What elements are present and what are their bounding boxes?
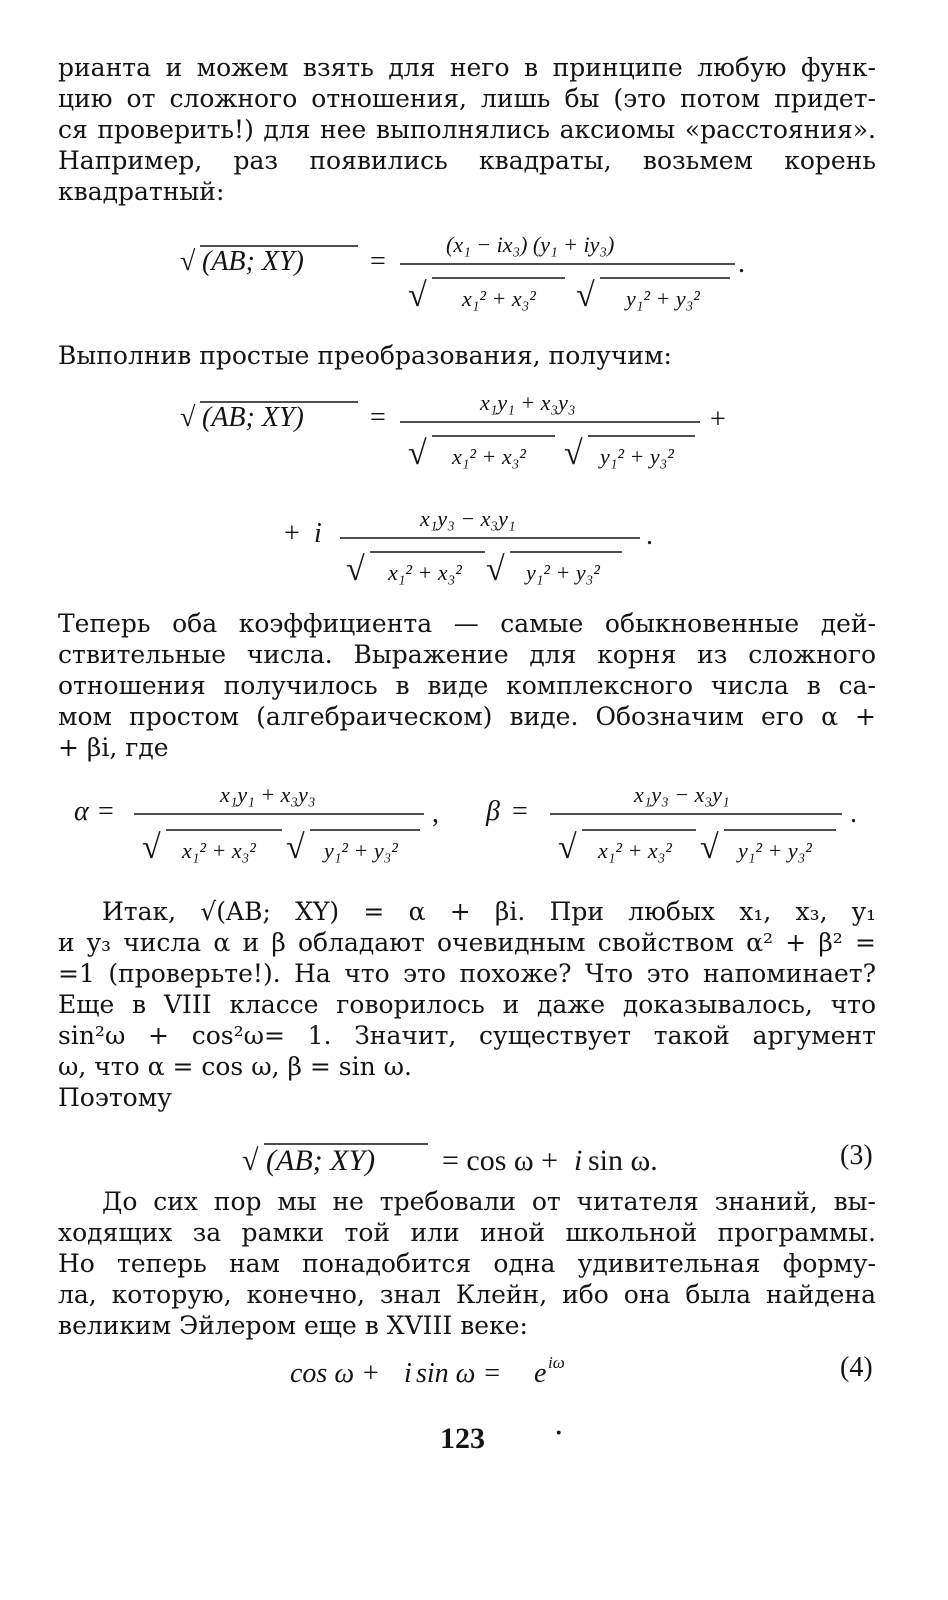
svg-text:,: , — [432, 798, 439, 829]
equation-2-line-1 — [170, 384, 770, 484]
paragraph-5 — [58, 1186, 876, 1341]
equation-2-line-2 — [280, 498, 680, 598]
paragraph-3 — [58, 608, 876, 763]
svg-text:=: = — [98, 796, 114, 827]
svg-text:=: = — [512, 796, 528, 827]
svg-text:x₁y₁ + x₃y₃: x₁y₁ + x₃y₃ — [220, 782, 316, 807]
text-line: ствительные числа. Выражение для корня из сложного — [58, 640, 876, 669]
paragraph-2 — [58, 340, 876, 371]
svg-text:√: √ — [408, 435, 427, 472]
svg-text:√: √ — [142, 829, 161, 866]
svg-text:α: α — [74, 796, 89, 827]
svg-text:√: √ — [700, 829, 719, 866]
svg-text:√: √ — [242, 1144, 259, 1177]
text-line: До сих пор мы не требовали от читателя знаний, вы- — [102, 1187, 876, 1216]
svg-text:i: i — [314, 518, 322, 549]
text-line: квадратный: — [58, 177, 225, 206]
equation-3-number: (3) — [840, 1140, 873, 1171]
svg-text:= cos ω +: = cos ω + — [442, 1144, 559, 1177]
text-line: ходящих за рамки той или иной школьной программы. — [58, 1218, 876, 1247]
svg-text:√: √ — [558, 829, 577, 866]
svg-text:√: √ — [286, 829, 305, 866]
svg-text:y₁² + y₃²: y₁² + y₃² — [626, 286, 700, 311]
svg-text:(AB; XY): (AB; XY) — [202, 246, 304, 277]
text-line: цию от сложного отношения, лишь бы (это потом придет- — [58, 84, 876, 113]
svg-text:x₁y₃ − x₃y₁: x₁y₃ − x₃y₁ — [634, 782, 730, 807]
text-line: Поэтому — [58, 1083, 172, 1112]
svg-text:x₁² + x₃²: x₁² + x₃² — [388, 560, 462, 585]
paragraph-4 — [58, 896, 876, 1113]
svg-text:x₁² + x₃²: x₁² + x₃² — [462, 286, 536, 311]
svg-text:cos ω +: cos ω + — [290, 1358, 380, 1389]
svg-text:.: . — [850, 798, 857, 829]
svg-text:x₁y₁ + x₃y₃: x₁y₁ + x₃y₃ — [480, 390, 576, 415]
text-line: и y₃ числа α и β обладают очевидным свойством α² + β² = — [58, 928, 876, 957]
text-line: Еще в VIII классе говорилось и даже доказывалось, что — [58, 990, 876, 1019]
text-line: мом простом (алгебраическом) виде. Обозначим его α + — [58, 702, 876, 731]
text-line: ла, которую, конечно, знал Клейн, ибо она была найдена — [58, 1280, 876, 1309]
svg-text:sin ω =: sin ω = — [416, 1358, 502, 1389]
text-line: Выполнив простые преобразования, получим: — [58, 341, 672, 370]
text-line: ся проверить!) для нее выполнялись аксиомы «расстояния». — [58, 115, 876, 144]
svg-text:√: √ — [408, 277, 427, 314]
svg-text:√: √ — [576, 277, 595, 314]
equation-3 — [238, 1130, 738, 1186]
svg-text:=: = — [370, 402, 386, 433]
print-speck: · — [554, 1416, 564, 1451]
svg-text:(AB; XY): (AB; XY) — [202, 402, 304, 433]
svg-text:β: β — [486, 796, 500, 827]
svg-text:iω: iω — [548, 1353, 565, 1372]
text-line: Например, раз появились квадраты, возьмем корень — [58, 146, 876, 175]
svg-text:y₁² + y₃²: y₁² + y₃² — [526, 560, 600, 585]
svg-text:.: . — [738, 248, 745, 279]
svg-text:√: √ — [180, 402, 196, 433]
svg-text:i: i — [574, 1144, 583, 1177]
svg-text:x₁² + x₃²: x₁² + x₃² — [598, 838, 672, 863]
equation-4 — [286, 1346, 616, 1396]
text-line: Итак, √(AB; XY) = α + βi. При любых x₁, x₃, y₁ — [102, 897, 876, 926]
svg-text:.: . — [646, 520, 653, 551]
svg-text:(x₁ − ix₃) (y₁ + iy₃): (x₁ − ix₃) (y₁ + iy₃) — [446, 232, 615, 257]
svg-text:y₁² + y₃²: y₁² + y₃² — [738, 838, 812, 863]
text-line: sin²ω + cos²ω= 1. Значит, существует такой аргумент — [58, 1021, 876, 1050]
paragraph-1 — [58, 52, 876, 207]
svg-text:√: √ — [564, 435, 583, 472]
svg-text:+: + — [284, 518, 300, 549]
text-line: отношения получилось в виде комплексного числа в са- — [58, 671, 876, 700]
svg-text:e: e — [534, 1358, 547, 1389]
svg-text:x₁² + x₃²: x₁² + x₃² — [182, 838, 256, 863]
text-line: =1 (проверьте!). На что это похоже? Что это напоминает? — [58, 959, 876, 988]
text-line: + βi, где — [58, 733, 169, 762]
svg-text:x₁² + x₃²: x₁² + x₃² — [452, 444, 526, 469]
text-line: великим Эйлером еще в XVIII веке: — [58, 1311, 528, 1340]
svg-text:=: = — [370, 246, 386, 277]
text-line: Теперь оба коэффициента — самые обыкновенные дей- — [58, 609, 876, 638]
svg-text:y₁² + y₃²: y₁² + y₃² — [324, 838, 398, 863]
equation-4-number: (4) — [840, 1352, 873, 1383]
svg-text:x₁y₃ − x₃y₁: x₁y₃ − x₃y₁ — [420, 506, 516, 531]
svg-text:y₁² + y₃²: y₁² + y₃² — [600, 444, 674, 469]
equation-1 — [170, 222, 790, 322]
text-line: Но теперь нам понадобится одна удивительная форму- — [58, 1249, 876, 1278]
svg-text:i: i — [404, 1358, 412, 1389]
svg-text:√: √ — [486, 551, 505, 588]
svg-text:+: + — [710, 404, 726, 435]
page-number: 123 — [440, 1422, 485, 1455]
equation-alpha-beta — [60, 770, 880, 880]
text-line: ω, что α = cos ω, β = sin ω. — [58, 1052, 412, 1081]
text-line: рианта и можем взять для него в принципе любую функ- — [58, 53, 876, 82]
svg-text:sin ω.: sin ω. — [588, 1144, 658, 1177]
svg-text:√: √ — [346, 551, 365, 588]
svg-text:(AB; XY): (AB; XY) — [266, 1144, 376, 1177]
svg-text:√: √ — [180, 246, 196, 277]
